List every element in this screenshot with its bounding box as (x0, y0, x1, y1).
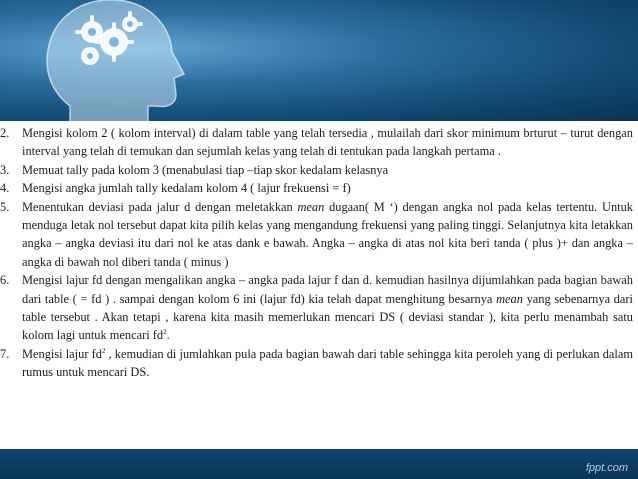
item-number: 4. (0, 181, 10, 196)
steps-list (0, 121, 638, 382)
item-text: . (166, 328, 170, 343)
item-text: yang sebenarnya dari table tersebut . Akan tetapi , karena kita masih memerlukan mencari DS ( deviasi standar ), kita perlu menambah satu kolom lagi untuk mencari fd (22, 291, 634, 343)
superscript: 2 (101, 346, 106, 355)
item-text: Mengisi kolom 2 ( kolom interval) di dalam table yang telah tersedia , mulailah dari skor minimum brturut – turut dengan interval yang telah di temukan dan sejumlah kelas yang telah di tentukan pada langkah pertama . (22, 126, 633, 159)
item-number: 3. (0, 162, 10, 177)
list-item (0, 124, 633, 161)
slide-content (0, 121, 638, 449)
item-text: Memuat tally pada kolom 3 (menabulasi tiap –tiap skor kedalam kelasnya (22, 162, 389, 177)
list-item (0, 161, 633, 179)
item-number: 2. (0, 126, 10, 140)
list-item (0, 271, 634, 345)
list-item (0, 179, 633, 197)
slide-header (0, 0, 638, 121)
item-number: 7. (0, 346, 10, 361)
item-text: , kemudian di jumlahkan pula pada bagian bawah dari table sehingga kita peroleh yang di perlukan dalam rumus untuk mencari DS. (22, 346, 633, 380)
item-text: Menentukan deviasi pada jalur d dengan meletakkan (22, 199, 298, 214)
item-number: 5. (0, 199, 10, 214)
head-gears-icon (30, 0, 210, 121)
item-emphasis: mean (297, 199, 325, 214)
item-number: 6. (0, 273, 10, 288)
item-text: Mengisi lajur fd dengan mengalikan angka – angka pada lajur f dan d. kemudian hasilnya dijumlahkan pada bagian bawah dari table ( = fd ) . sampai dengan kolom 6 ini (lajur fd) kia telah dapat menghitung besarnya (22, 273, 633, 306)
brand-label: fppt.com (585, 462, 628, 474)
item-text: dugaan( M ‘) dengan angka nol pada kelas tertentu. Untuk menduga letak nol tersebut dapat kita pilih kelas yang mengandung frekuensi yang paling tinggi. Selanjutnya kita letakkan angka – angka deviasi itu dari nol ke atas dank e bawah. Angka – angka di atas nol kita beri tanda ( plus )+ dan angka – angka di bawah nol diberi tanda ( minus ) (22, 199, 633, 269)
item-text: Mengisi angka jumlah tally kedalam kolom 4 ( lajur frekuensi = f) (22, 181, 351, 196)
list-item (0, 345, 633, 382)
list-item (0, 198, 633, 272)
item-emphasis: mean (496, 291, 523, 306)
item-text: Mengisi lajur fd (22, 346, 102, 361)
superscript: 2 (163, 328, 167, 337)
slide-footer (0, 449, 638, 479)
